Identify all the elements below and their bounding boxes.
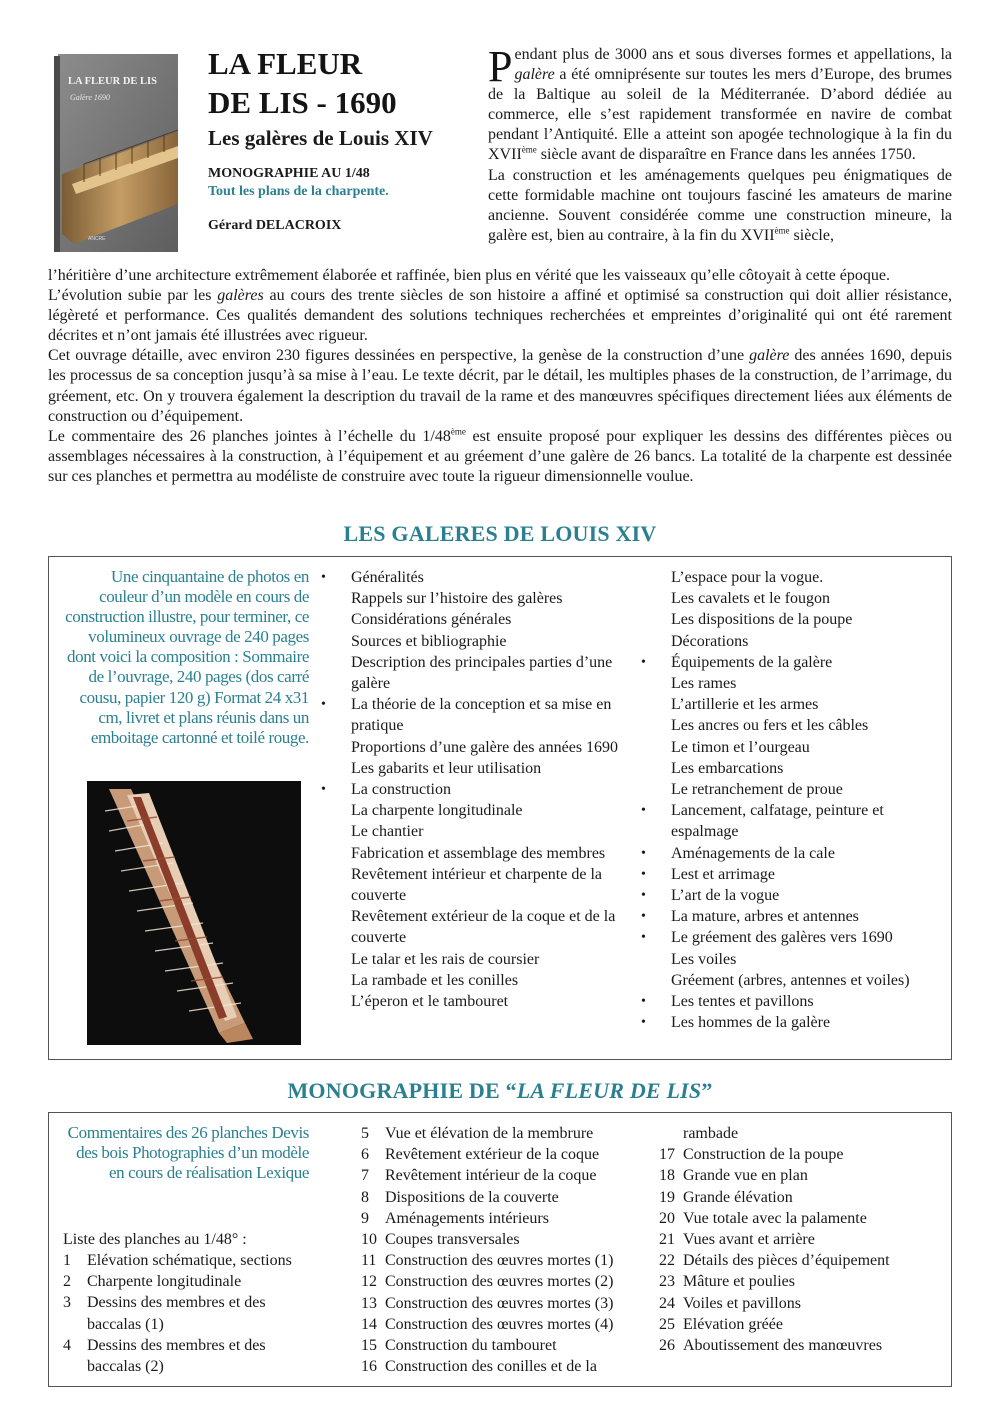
contents-item: Les embarcations (671, 759, 784, 777)
plate-number: 23 (659, 1273, 675, 1291)
plates-list-col2 (361, 1123, 661, 1377)
contents-item: • Les hommes de la galère (639, 1012, 949, 1033)
plate-item (361, 1293, 661, 1314)
contents-item: • Aménagements de la cale (639, 843, 949, 864)
contents-item: Le chantier (351, 823, 424, 841)
model-photo (87, 781, 301, 1045)
intro-top (488, 42, 952, 246)
plate-item (63, 1271, 323, 1292)
plate-title: Construction des œuvres mortes (2) (385, 1273, 614, 1291)
plate-title: Détails des pièces d’équipement (683, 1252, 890, 1270)
plate-title: Dessins des membres et des baccalas (1) (87, 1294, 266, 1333)
contents-item: • Généralités (319, 567, 619, 588)
contents-item: • L’art de la vogue (639, 885, 949, 906)
plate-number: 5 (361, 1125, 369, 1142)
plate-item (659, 1208, 949, 1229)
contents-item: • La construction (319, 779, 619, 800)
plate-number: 3 (63, 1294, 71, 1312)
intro-paragraph-4: Cet ouvrage détaille, avec environ 230 figures dessinées en perspective, la genèse de la construction d’une galère des années 1690, depuis les processus de sa conception jusqu’à sa mise à l’eau. Le texte décrit, par le détail, les multiples phases de la construction, de l’arrimage, du gréement, etc. On y trouvera également la description du travail de la rame et des manœuvres spécifiques directement liées aux éléments de construction ou d’équipement. (48, 347, 952, 425)
plate-title: Construction de la poupe (683, 1146, 844, 1164)
contents-item: • Lancement, calfatage, peinture et espalmage (639, 800, 949, 842)
contents-item: Les voiles (671, 950, 737, 968)
plate-title: Voiles et pavillons (683, 1294, 801, 1312)
contents-item: Sources et bibliographie (351, 632, 507, 650)
plate-number: 20 (659, 1209, 675, 1227)
plate-number: 13 (361, 1294, 377, 1312)
contents-item: Revêtement extérieur de la coque et de la couverte (351, 908, 616, 947)
plates-list-col3 (659, 1123, 949, 1356)
contents-item: Le timon et l’ourgeau (671, 738, 810, 756)
contents-item: Description des principales parties d’une galère (351, 653, 613, 693)
monograph-label: MONOGRAPHIE AU 1/48 (208, 166, 370, 181)
plate-item (361, 1123, 661, 1144)
contents-item: Les gabarits et leur utilisation (351, 759, 542, 777)
plate-number: 12 (361, 1273, 377, 1291)
intro-paragraph-5: Le commentaire des 26 planches jointes à l’échelle du 1/48ème est ensuite proposé pour expliquer les dessins des différentes pièces ou assemblages nécessaires à la construction, à l’équipement et au gréement d’une galère de 26 bancs. La totalité de la charpente est dessinée sur ces planches et permettra au modéliste de construire avec toute la rigueur dimensionnelle voulue. (48, 426, 952, 485)
plate-title: Mâture et poulies (683, 1273, 795, 1291)
plate-number: 11 (361, 1252, 377, 1270)
contents-item: Les cavalets et le fougon (671, 590, 831, 608)
plate-item (659, 1271, 949, 1292)
plate-item (361, 1335, 661, 1356)
plate-number: 17 (659, 1146, 675, 1164)
plate-title: Construction des conilles et de la (385, 1358, 597, 1376)
plate-item (659, 1229, 949, 1250)
plate-number: 19 (659, 1188, 675, 1206)
contents-item: Proportions d’une galère des années 1690 (351, 738, 619, 756)
intro-paragraph-2: La construction et les aménagements quelques peu énigmatiques de cette formidable machine ont toujours fasciné les amateurs de marine ancienne. Souvent considérée comme une construction mineure, la galère est, bien au contraire, à la fin du XVIIème siècle, (488, 166, 952, 244)
plate-title: Construction des œuvres mortes (3) (385, 1294, 614, 1312)
plate-item (63, 1335, 323, 1377)
intro-paragraph-3: L’évolution subie par les galères au cours des trente siècles de son histoire a affiné et optimisé sa construction qui doit allier résistance, légèreté et performance. Ces qualités demandent des solutions techniques recherchées et empreintes d’originalité qui ont été rarement décrites et n’ont jamais été illustrées avec rigueur. (48, 287, 953, 345)
plate-title: Aboutissement des manœuvres (683, 1337, 883, 1355)
plate-title: Vue et élévation de la membrure (385, 1125, 594, 1142)
contents-list-col1 (319, 567, 619, 1012)
contents-item: • La mature, arbres et antennes (639, 906, 949, 927)
plate-number: 8 (361, 1188, 369, 1206)
plate-number: 9 (361, 1209, 369, 1227)
plate-title: Dessins des membres et des baccalas (2) (87, 1336, 266, 1376)
book-cover-image (54, 54, 180, 252)
plate-title: Coupes transversales (385, 1231, 520, 1249)
plate-item (659, 1250, 949, 1271)
plate-title: Elévation gréée (683, 1315, 783, 1333)
plate-number: 1 (63, 1252, 71, 1269)
plate-number: 16 (361, 1358, 377, 1376)
plate-number: 14 (361, 1315, 377, 1333)
plate-title: Elévation schématique, sections (87, 1252, 292, 1269)
plate-item (659, 1314, 949, 1335)
intro-paragraph-2-cont: l’héritière d’une architecture extrêmement élaborée et raffinée, bien plus en vérité que les vaisseaux qu’elle côtoyait à cette époque. (48, 267, 890, 284)
contents-item: • Le gréement des galères vers 1690 (639, 927, 949, 948)
plate-item (659, 1165, 949, 1186)
contents-item: Rappels sur l’histoire des galères (351, 590, 563, 608)
plans-note: Tout les plans de la charpente. (208, 184, 389, 199)
plate-item (659, 1187, 949, 1208)
plate-title: rambade (683, 1125, 739, 1142)
contents-item: L’éperon et le tambouret (351, 993, 509, 1011)
plate-item (361, 1356, 661, 1377)
monograph-note: Commentaires des 26 planches Devis des bois Photographies d’un modèle en cours de réalisation Lexique (67, 1123, 309, 1183)
contents-item: Le retranchement de proue (671, 781, 843, 799)
plates-heading: Liste des planches au 1/48° : (63, 1231, 247, 1248)
plate-item (361, 1165, 661, 1186)
contents-item: • Équipements de la galère (639, 652, 949, 673)
contents-item: • Les tentes et pavillons (639, 991, 949, 1012)
contents-item: • La théorie de la conception et sa mise en pratique (319, 694, 619, 736)
subtitle: Les galères de Louis XIV (208, 126, 433, 150)
plate-item (63, 1292, 323, 1334)
plate-title: Vues avant et arrière (683, 1231, 815, 1249)
photo-note: Une cinquantaine de photos en couleur d’un modèle en cours de construction illustre, pour terminer, ce volumineux ouvrage de 240 pages dont voici la composition : Sommaire de l’ouvrage, 240 pages (dos carré cousu, papier 120 g) Format 24 x31 cm, livret et plans réunis dans un emboitage cartonné et toilé rouge. (65, 567, 309, 747)
plate-number: 25 (659, 1315, 675, 1333)
cover-title: LA FLEUR DE LIS (68, 76, 157, 87)
plate-title: Charpente longitudinale (87, 1273, 242, 1291)
plate-title: Aménagements intérieurs (385, 1209, 549, 1227)
contents-item: Revêtement intérieur et charpente de la couverte (351, 865, 602, 905)
contents-box (48, 556, 952, 1060)
plate-number: 22 (659, 1252, 675, 1270)
cover-publisher: ANCRE (88, 236, 106, 242)
section-title-monographie: MONOGRAPHIE DE “LA FLEUR DE LIS” (287, 1078, 713, 1103)
plate-item (659, 1144, 949, 1165)
contents-item: Les ancres ou fers et les câbles (671, 717, 869, 735)
plate-number: 24 (659, 1294, 675, 1312)
plate-title: Construction des œuvres mortes (1) (385, 1252, 614, 1270)
plate-number: 26 (659, 1337, 675, 1355)
plate-title: Construction des œuvres mortes (4) (385, 1315, 614, 1333)
intro-body (48, 266, 952, 487)
plate-item (659, 1293, 949, 1314)
plate-number: 2 (63, 1273, 71, 1291)
contents-item: Les dispositions de la poupe (671, 611, 853, 629)
plate-title: Construction du tambouret (385, 1337, 557, 1355)
drop-cap: P (488, 42, 513, 91)
plate-item (361, 1229, 661, 1250)
plate-number: 10 (361, 1231, 377, 1249)
intro-paragraph-1: Pendant plus de 3000 ans et sous diverses formes et appellations, la galère a été omniprésente sur toutes les mers d’Europe, des brumes de la Baltique au soleil de la Méditerranée. D’abord dédiée au commerce, elle s’est rapidement transformée en navire de combat pendant l’Antiquité. Elle a atteint son apogée technologique à la fin du XVIIème siècle avant de disparaître en France dans les années 1750. (488, 42, 952, 164)
contents-item: Gréement (arbres, antennes et voiles) (671, 971, 910, 989)
plate-title: Dispositions de la couverte (385, 1188, 559, 1206)
plate-item (361, 1144, 661, 1165)
plate-item (361, 1271, 661, 1292)
plate-item (659, 1335, 949, 1356)
plate-title: Grande vue en plan (683, 1167, 808, 1185)
contents-item: L’espace pour la vogue. (671, 569, 824, 586)
contents-item: Fabrication et assemblage des membres (351, 844, 606, 862)
plate-number: 4 (63, 1336, 71, 1354)
contents-item: • Lest et arrimage (639, 864, 949, 885)
plate-item (361, 1250, 661, 1271)
contents-item: La charpente longitudinale (351, 802, 523, 820)
contents-item: Décorations (671, 632, 749, 650)
author: Gérard DELACROIX (208, 218, 342, 233)
plate-number: 15 (361, 1337, 377, 1355)
plate-number: 18 (659, 1167, 675, 1185)
plate-number: 21 (659, 1231, 675, 1249)
contents-item: Le talar et les rais de coursier (351, 950, 540, 968)
plates-list-col1 (63, 1250, 323, 1377)
plate-number: 7 (361, 1167, 369, 1185)
section-title-galeres: LES GALERES DE LOUIS XIV (343, 521, 657, 546)
cover-subtitle: Galère 1690 (70, 93, 110, 102)
plate-title: Grande élévation (683, 1188, 793, 1206)
plate-item (361, 1314, 661, 1335)
contents-item: L’artillerie et les armes (671, 696, 819, 714)
plate-number: 6 (361, 1146, 369, 1164)
contents-item: Les rames (671, 675, 737, 693)
plate-item (659, 1123, 949, 1144)
title-line-1: LA FLEUR (208, 46, 363, 81)
plate-title: Vue totale avec la palamente (683, 1209, 867, 1227)
plates-box (48, 1112, 952, 1387)
contents-item: La rambade et les conilles (351, 971, 519, 989)
plate-title: Revêtement intérieur de la coque (385, 1167, 597, 1185)
contents-list-col2 (639, 567, 949, 1033)
plate-title: Revêtement extérieur de la coque (385, 1146, 600, 1164)
title-block (208, 44, 478, 235)
plate-item (361, 1208, 661, 1229)
plate-item (361, 1187, 661, 1208)
plate-item (63, 1250, 323, 1271)
contents-item: Considérations générales (351, 611, 512, 629)
title-line-2: DE LIS - 1690 (208, 85, 397, 120)
